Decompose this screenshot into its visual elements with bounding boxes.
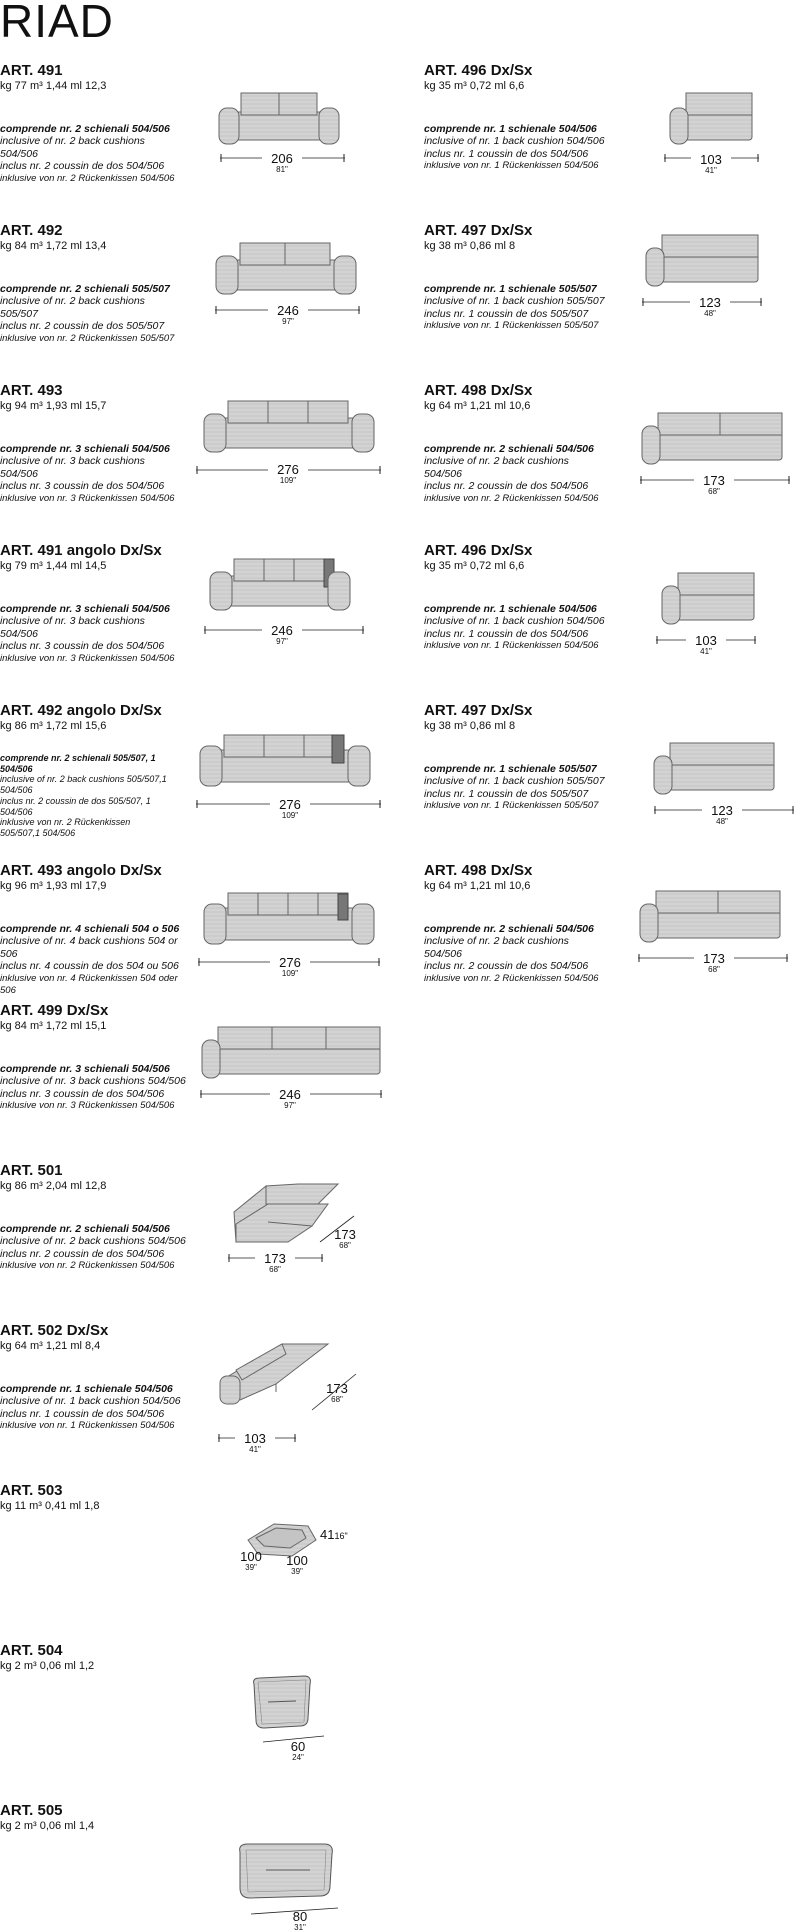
product-art-503	[0, 1482, 390, 1632]
article-code: ART. 496 Dx/Sx	[424, 62, 533, 79]
article-code: ART. 504	[0, 1642, 63, 1659]
cushion-description: comprende nr. 3 schienali 504/506 inclusive of nr. 3 back cushions 504/506 inclus nr. 3 coussin de dos 504/506 inklusive von nr. 3 Rückenkissen 504/506	[0, 443, 175, 504]
article-specs: kg 2 m³ 0,06 ml 1,2	[0, 1660, 95, 1672]
article-specs: kg 64 m³ 1,21 ml 8,4	[0, 1340, 101, 1352]
sofa-drawing	[215, 90, 345, 150]
article-code: ART. 493 angolo Dx/Sx	[0, 862, 162, 879]
product-art-499	[0, 1002, 390, 1152]
dimension-label: 123 48"	[702, 804, 742, 826]
product-art-497-b	[424, 702, 800, 852]
article-specs: kg 77 m³ 1,44 ml 12,3	[0, 80, 107, 92]
dimension-label-side: 173 68"	[326, 1381, 348, 1404]
dimension-label: 103 41"	[686, 634, 726, 656]
article-specs: kg 2 m³ 0,06 ml 1,4	[0, 1820, 95, 1832]
cushion-description: comprende nr. 1 schienale 505/507 inclusive of nr. 1 back cushion 505/507 inclus nr. 1 coussin de dos 505/507 inklusive von nr. 1 Rückenkissen 505/507	[424, 763, 605, 812]
dimension-label-width: 100 39"	[286, 1553, 308, 1576]
sofa-drawing	[200, 890, 380, 952]
product-art-504	[0, 1642, 390, 1792]
dimension-label: 60 24"	[290, 1739, 306, 1762]
article-code: ART. 505	[0, 1802, 63, 1819]
cushion-drawing	[232, 1840, 342, 1904]
cushion-description: comprende nr. 1 schienale 505/507 inclusive of nr. 1 back cushion 505/507 inclus nr. 1 coussin de dos 505/507 inklusive von nr. 1 Rückenkissen 505/507	[424, 283, 605, 332]
article-code: ART. 497 Dx/Sx	[424, 702, 533, 719]
article-code: ART. 498 Dx/Sx	[424, 862, 533, 879]
cushion-description: comprende nr. 1 schienale 504/506 inclusive of nr. 1 back cushion 504/506 inclus nr. 1 coussin de dos 504/506 inklusive von nr. 1 Rückenkissen 504/506	[0, 1383, 181, 1432]
sofa-drawing	[198, 1024, 384, 1084]
cushion-description: comprende nr. 2 schienali 504/506 inclusive of nr. 2 back cushions 504/506 inclus nr. 2 coussin de dos 504/506 inklusive von nr. 2 Rückenkissen 504/506	[0, 1223, 186, 1272]
product-art-493-angolo	[0, 862, 390, 1012]
sofa-drawing	[212, 240, 362, 300]
sofa-drawing	[666, 90, 756, 150]
sofa-drawing	[658, 570, 758, 630]
cushion-description: comprende nr. 1 schienale 504/506 inclusive of nr. 1 back cushion 504/506 inclus nr. 1 coussin de dos 504/506 inklusive von nr. 1 Rückenkissen 504/506	[424, 603, 605, 652]
article-specs: kg 84 m³ 1,72 ml 15,1	[0, 1020, 107, 1032]
article-specs: kg 96 m³ 1,93 ml 17,9	[0, 880, 107, 892]
dimension-label: 103 41"	[235, 1432, 275, 1454]
article-specs: kg 94 m³ 1,93 ml 15,7	[0, 400, 107, 412]
dimension-label: 276 109"	[270, 956, 310, 978]
dimension-label: 173 68"	[694, 474, 734, 496]
dimension-label-side: 173 68"	[334, 1227, 356, 1250]
sofa-drawing	[206, 556, 356, 616]
product-art-497	[424, 222, 800, 372]
dimension-label: 276 109"	[270, 798, 310, 820]
article-code: ART. 491	[0, 62, 63, 79]
cushion-description: comprende nr. 3 schienali 504/506 inclusive of nr. 3 back cushions 504/506 inclus nr. 3 coussin de dos 504/506 inklusive von nr. 3 Rückenkissen 504/506	[0, 1063, 186, 1112]
dimension-label: 103 41"	[691, 153, 731, 175]
product-art-491-angolo	[0, 542, 390, 692]
cushion-description: comprende nr. 1 schienale 504/506 inclusive of nr. 1 back cushion 504/506 inclus nr. 1 coussin de dos 504/506 inklusive von nr. 1 Rückenkissen 504/506	[424, 123, 605, 172]
cushion-description: comprende nr. 4 schienali 504 o 506 inclusive of nr. 4 back cushions 504 or 506 inclus nr. 4 coussin de dos 504 ou 506 inklusive von nr. 4 Rückenkissen 504 oder 506	[0, 923, 180, 997]
cushion-description: comprende nr. 2 schienali 504/506 inclusive of nr. 2 back cushions 504/506 inclus nr. 2 coussin de dos 504/506 inklusive von nr. 2 Rückenkissen 504/506	[424, 923, 599, 984]
sofa-drawing	[636, 888, 786, 948]
article-specs: kg 79 m³ 1,44 ml 14,5	[0, 560, 107, 572]
article-code: ART. 503	[0, 1482, 63, 1499]
article-specs: kg 38 m³ 0,86 ml 8	[424, 720, 516, 732]
article-code: ART. 498 Dx/Sx	[424, 382, 533, 399]
sofa-drawing	[642, 232, 762, 292]
dimension-label: 173 68"	[255, 1252, 295, 1274]
product-art-498-b	[424, 862, 800, 1012]
dimension-label: 276 109"	[268, 463, 308, 485]
product-art-501	[0, 1162, 390, 1312]
dimension-label: 80 31"	[292, 1909, 308, 1932]
article-specs: kg 38 m³ 0,86 ml 8	[424, 240, 516, 252]
article-code: ART. 492 angolo Dx/Sx	[0, 702, 162, 719]
article-code: ART. 497 Dx/Sx	[424, 222, 533, 239]
dimension-label: 206 81"	[262, 152, 302, 174]
product-art-496-b	[424, 542, 800, 692]
cushion-description: comprende nr. 2 schienali 504/506 inclusive of nr. 2 back cushions 504/506 inclus nr. 2 coussin de dos 504/506 inklusive von nr. 2 Rückenkissen 504/506	[0, 123, 175, 184]
article-code: ART. 502 Dx/Sx	[0, 1322, 109, 1339]
product-art-505	[0, 1802, 390, 1931]
sofa-drawing	[650, 740, 780, 800]
dimension-label: 123 48"	[690, 296, 730, 318]
product-art-492-angolo	[0, 702, 390, 852]
article-code: ART. 496 Dx/Sx	[424, 542, 533, 559]
article-specs: kg 11 m³ 0,41 ml 1,8	[0, 1500, 100, 1512]
cushion-drawing	[248, 1674, 318, 1736]
article-code: ART. 493	[0, 382, 63, 399]
product-art-502	[0, 1322, 390, 1472]
article-specs: kg 64 m³ 1,21 ml 10,6	[424, 400, 531, 412]
product-art-491	[0, 62, 390, 212]
dimension-label-height: 4116"	[320, 1527, 348, 1542]
product-art-493	[0, 382, 390, 532]
sofa-drawing	[196, 732, 376, 792]
cushion-description: comprende nr. 2 schienali 505/507 inclusive of nr. 2 back cushions 505/507 inclus nr. 2 coussin de dos 505/507 inklusive von nr. 2 Rückenkissen 505/507	[0, 283, 175, 344]
sofa-drawing	[638, 410, 788, 470]
article-specs: kg 86 m³ 2,04 ml 12,8	[0, 1180, 107, 1192]
dimension-label: 246 97"	[268, 304, 308, 326]
article-specs: kg 86 m³ 1,72 ml 15,6	[0, 720, 107, 732]
dimension-label-depth: 100 39"	[240, 1549, 262, 1572]
dimension-label: 246 97"	[262, 624, 302, 646]
page-title: RIAD	[0, 0, 114, 47]
dimension-label: 173 68"	[694, 952, 734, 974]
article-specs: kg 84 m³ 1,72 ml 13,4	[0, 240, 107, 252]
cushion-description: comprende nr. 2 schienali 505/507, 1 504/506 inclusive of nr. 2 back cushions 505/507,1 504/506 inclus nr. 2 coussin de dos 505/507, 1 504/506 inklusive von nr. 2 Rückenkissen 505/507,1 504/506	[0, 753, 167, 838]
article-code: ART. 492	[0, 222, 63, 239]
dimension-label: 246 97"	[270, 1088, 310, 1110]
article-specs: kg 64 m³ 1,21 ml 10,6	[424, 880, 531, 892]
product-art-498	[424, 382, 800, 532]
article-code: ART. 499 Dx/Sx	[0, 1002, 109, 1019]
article-code: ART. 501	[0, 1162, 63, 1179]
cushion-description: comprende nr. 3 schienali 504/506 inclusive of nr. 3 back cushions 504/506 inclus nr. 3 coussin de dos 504/506 inklusive von nr. 3 Rückenkissen 504/506	[0, 603, 175, 664]
product-art-492	[0, 222, 390, 372]
cushion-description: comprende nr. 2 schienali 504/506 inclusive of nr. 2 back cushions 504/506 inclus nr. 2 coussin de dos 504/506 inklusive von nr. 2 Rückenkissen 504/506	[424, 443, 599, 504]
article-specs: kg 35 m³ 0,72 ml 6,6	[424, 80, 525, 92]
product-art-496	[424, 62, 800, 212]
article-specs: kg 35 m³ 0,72 ml 6,6	[424, 560, 525, 572]
sofa-drawing	[200, 398, 380, 458]
article-code: ART. 491 angolo Dx/Sx	[0, 542, 162, 559]
